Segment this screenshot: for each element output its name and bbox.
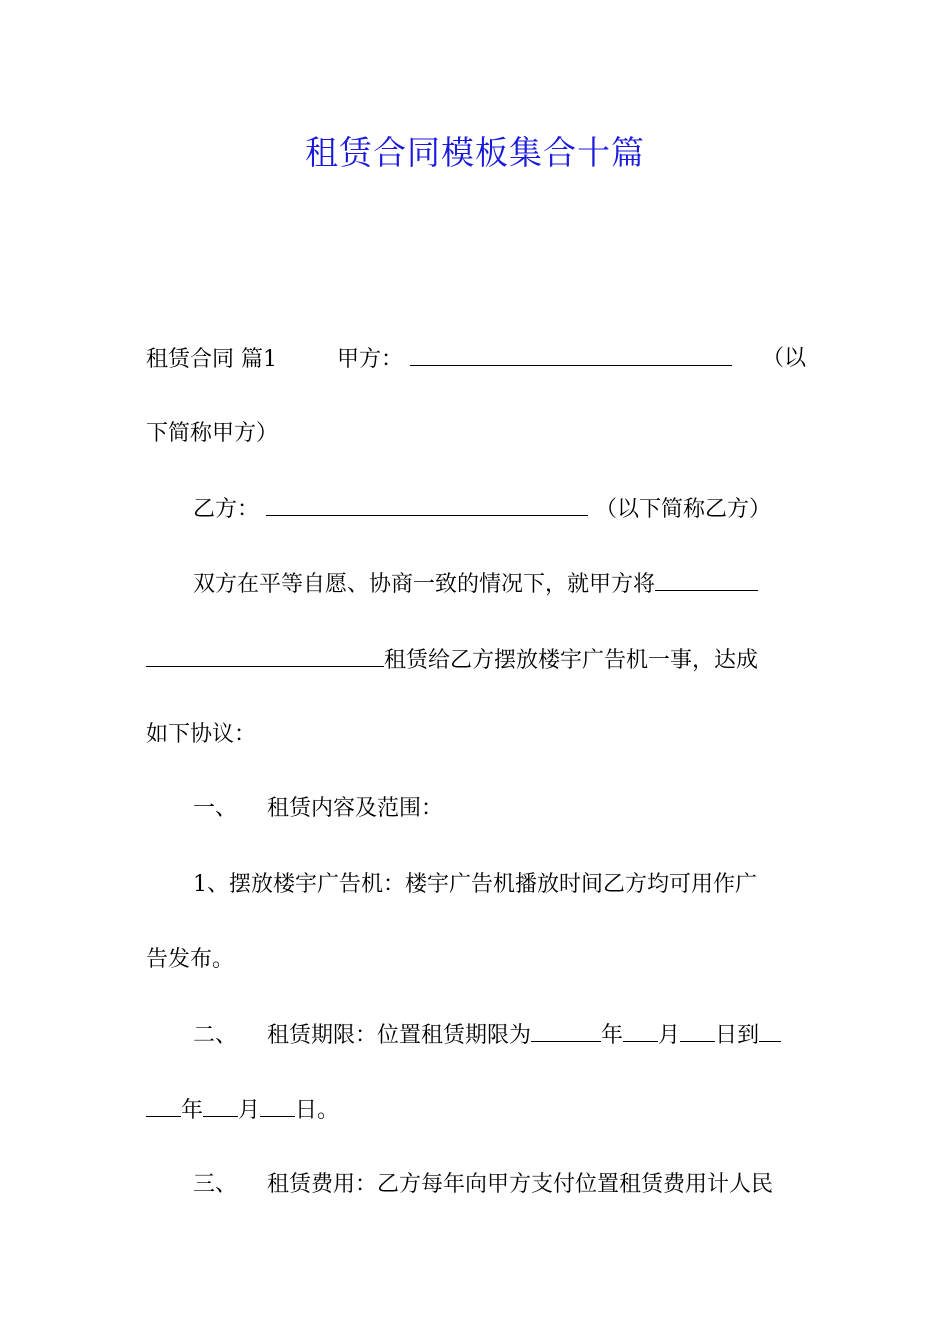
contract-heading: 租赁合同 篇1 甲方： <box>146 341 732 378</box>
location-blank-1 <box>655 566 758 591</box>
line-agreement-cont: 租赁给乙方摆放楼宇广告机一事，达成 <box>146 642 806 679</box>
document-title: 租赁合同模板集合十篇 <box>305 133 645 172</box>
start-day-blank <box>680 1017 715 1042</box>
line-party-b: 乙方： （以下简称乙方） <box>193 491 806 528</box>
end-month-blank <box>203 1092 238 1117</box>
line-party-a-alias: 下简称甲方） <box>146 421 279 446</box>
section-2-heading: 二、 租赁期限：位置租赁期限为 年 月 日到 <box>193 1017 806 1054</box>
line-party-a <box>146 341 806 378</box>
party-a-suffix: （以 <box>761 346 806 371</box>
location-blank-2 <box>146 642 384 667</box>
party-a-blank <box>410 341 732 366</box>
end-year-blank-2 <box>146 1092 181 1117</box>
section-1-heading: 一、 租赁内容及范围： <box>193 796 444 821</box>
start-year-blank <box>531 1017 601 1042</box>
party-b-blank <box>266 491 588 516</box>
end-day-blank <box>260 1092 295 1117</box>
end-year-blank-1 <box>759 1017 781 1042</box>
line-agreement-intro: 双方在平等自愿、协商一致的情况下，就甲方将 <box>193 566 806 603</box>
clause-1-1: 1、摆放楼宇广告机：楼宇广告机播放时间乙方均可用作广 <box>193 872 757 897</box>
start-month-blank <box>623 1017 658 1042</box>
section-3-heading: 三、 租赁费用：乙方每年向甲方支付位置租赁费用计人民 <box>193 1172 774 1197</box>
clause-1-1-cont: 告发布。 <box>146 947 235 972</box>
section-2-cont: 年 月 日。 <box>146 1092 806 1129</box>
line-agreement-end: 如下协议： <box>146 722 257 747</box>
